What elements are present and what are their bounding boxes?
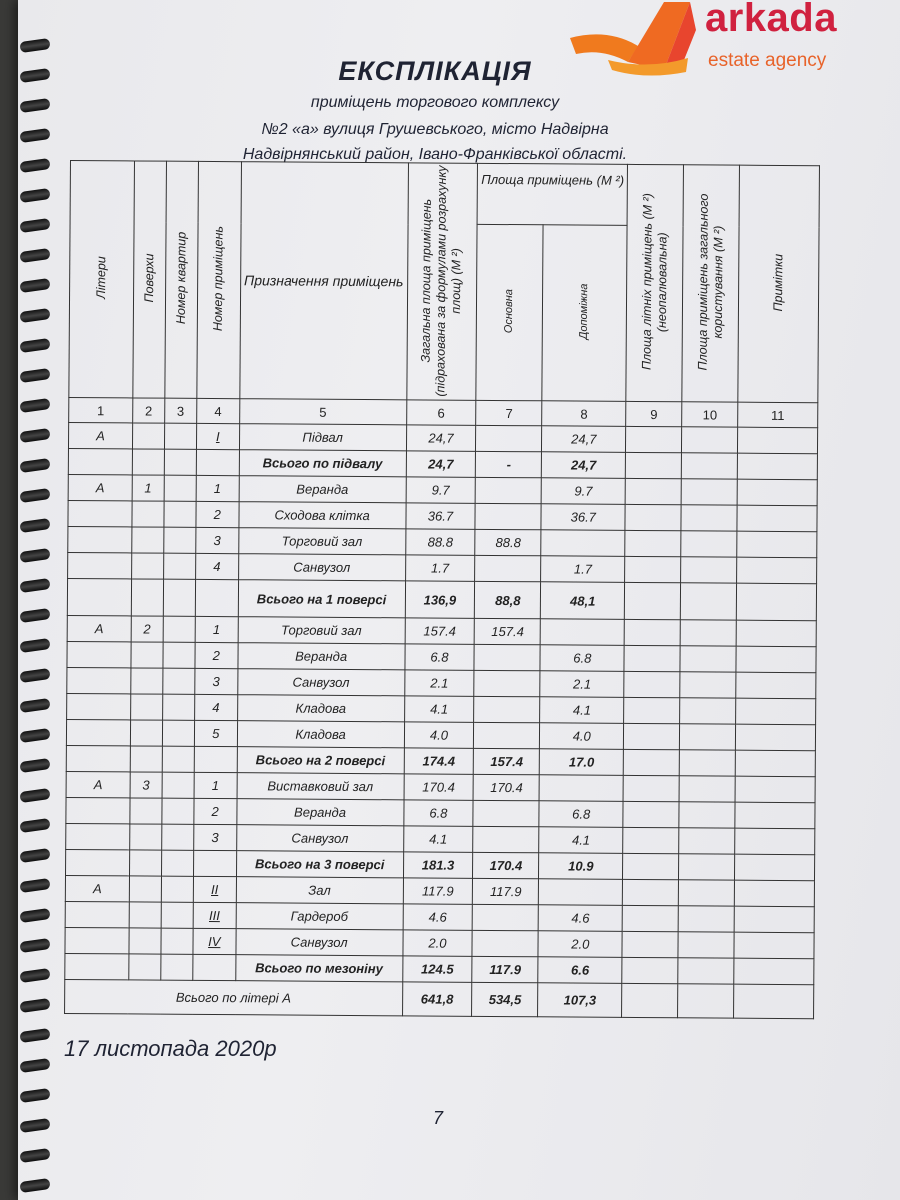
common-area-cell — [681, 531, 737, 557]
apartment-cell — [162, 824, 194, 850]
spiral-ring — [19, 878, 50, 893]
total-area-cell: 6.8 — [403, 800, 473, 826]
common-area-cell — [679, 776, 735, 802]
spiral-ring — [19, 938, 50, 953]
main-area-cell: 117.9 — [472, 956, 538, 982]
total-area-cell: 124.5 — [402, 956, 472, 982]
room-number-cell — [196, 449, 239, 475]
total-area-cell: 4.1 — [403, 826, 473, 852]
main-area-cell: 88.8 — [475, 529, 541, 555]
apartment-cell — [161, 876, 193, 902]
purpose-cell: Підвал — [239, 424, 406, 451]
main-area-cell — [475, 503, 541, 529]
purpose-cell: Кладова — [237, 695, 404, 722]
notes-cell — [735, 750, 815, 777]
letter-cell — [68, 500, 132, 526]
main-area-cell — [472, 930, 538, 956]
header-summer-area: Площа літніх приміщень (М ²) (неопалювальна) — [626, 164, 684, 401]
room-number-cell: 4 — [194, 694, 237, 720]
summer-area-cell — [624, 645, 680, 671]
aux-area-cell: 4.0 — [540, 723, 624, 750]
purpose-cell: Торговий зал — [238, 528, 405, 555]
apartment-cell — [161, 850, 193, 876]
summer-area-cell — [624, 697, 680, 723]
total-area-cell: 2.1 — [404, 670, 474, 696]
spiral-ring — [19, 728, 50, 743]
purpose-cell: Виставковий зал — [237, 773, 404, 800]
floor-cell — [131, 668, 163, 694]
spiral-ring — [19, 38, 50, 53]
floor-cell — [129, 850, 161, 876]
floor-cell — [131, 579, 163, 616]
total-area-cell: 174.4 — [404, 748, 474, 774]
total-area-cell: 181.3 — [403, 852, 473, 878]
notes-cell — [736, 646, 816, 673]
document-date: 17 листопада 2020р — [64, 1036, 277, 1061]
summer-area-cell — [624, 723, 680, 749]
aux-area-cell: 1.7 — [541, 556, 625, 583]
aux-area-cell: 2.1 — [540, 671, 624, 698]
common-area-cell — [679, 802, 735, 828]
floor-cell — [130, 720, 162, 746]
total-main: 534,5 — [472, 982, 538, 1016]
floor-cell — [131, 553, 163, 579]
spiral-ring — [19, 578, 50, 593]
apartment-cell — [162, 746, 194, 772]
purpose-cell: Санвузол — [236, 825, 403, 852]
room-number-cell: 1 — [194, 772, 237, 798]
room-number-cell — [195, 579, 238, 616]
common-area-cell — [678, 932, 734, 958]
room-number-cell: 2 — [195, 642, 238, 668]
summer-area-cell — [623, 775, 679, 801]
aux-area-cell: 4.1 — [539, 827, 623, 854]
floor-cell: 2 — [131, 616, 163, 642]
purpose-cell: Веранда — [239, 476, 406, 503]
room-number-cell: 4 — [195, 553, 238, 579]
common-area-cell — [679, 828, 735, 854]
main-area-cell: - — [476, 451, 542, 477]
common-area-cell — [680, 698, 736, 724]
notes-cell — [734, 880, 814, 907]
summer-area-cell — [622, 905, 678, 931]
letter-cell — [65, 901, 129, 927]
header-purpose: Призначення приміщень — [240, 162, 408, 400]
main-area-cell — [475, 555, 541, 581]
spiral-ring — [19, 248, 50, 263]
total-area-cell: 24,7 — [406, 451, 476, 477]
room-number-cell: III — [193, 902, 236, 928]
purpose-cell: Всього по мезоніну — [235, 955, 402, 982]
spiral-ring — [19, 848, 50, 863]
common-area-cell — [680, 620, 736, 646]
summer-area-cell — [625, 556, 681, 582]
spiral-ring — [19, 668, 50, 683]
common-area-cell — [679, 750, 735, 776]
summer-area-cell — [623, 853, 679, 879]
aux-area-cell — [539, 775, 623, 802]
floor-cell — [130, 824, 162, 850]
total-area-cell: 24,7 — [406, 425, 476, 451]
common-area-cell — [681, 453, 737, 479]
aux-area-cell: 24,7 — [542, 452, 626, 479]
spiral-ring — [19, 278, 50, 293]
apartment-cell — [161, 902, 193, 928]
table-row — [67, 578, 816, 620]
main-area-cell — [474, 696, 540, 722]
apartment-cell — [162, 694, 194, 720]
main-area-cell: 170.4 — [473, 774, 539, 800]
apartment-cell — [163, 668, 195, 694]
aux-area-cell: 6.8 — [540, 645, 624, 672]
summer-area-cell — [622, 931, 678, 957]
aux-area-cell: 4.6 — [538, 905, 622, 932]
apartment-cell — [164, 449, 196, 475]
common-area-cell — [678, 958, 734, 984]
room-number-cell: 2 — [194, 798, 237, 824]
header-room-number: Номер приміщень — [197, 161, 242, 398]
summer-area-cell — [625, 582, 681, 619]
spiral-ring — [19, 1148, 50, 1163]
notes-cell — [738, 427, 818, 454]
apartment-cell — [164, 527, 196, 553]
purpose-cell: Санвузол — [238, 554, 405, 581]
apartment-cell — [164, 475, 196, 501]
letter-cell: А — [65, 875, 129, 901]
floor-cell — [130, 694, 162, 720]
main-area-cell — [476, 425, 542, 451]
spiral-ring — [19, 788, 50, 803]
spiral-ring — [19, 1028, 50, 1043]
spiral-ring — [19, 338, 50, 353]
purpose-cell: Гардероб — [236, 903, 403, 930]
room-number-cell: 3 — [196, 527, 239, 553]
aux-area-cell: 6.8 — [539, 801, 623, 828]
notes-cell — [737, 479, 817, 506]
room-number-cell — [193, 850, 236, 876]
letter-cell — [65, 927, 129, 953]
total-area-cell: 4.1 — [404, 696, 474, 722]
logo-subtitle: estate agency — [708, 50, 827, 71]
spiral-ring — [19, 368, 50, 383]
apartment-cell — [164, 501, 196, 527]
room-number-cell: I — [196, 423, 239, 449]
aux-area-cell: 10.9 — [539, 853, 623, 880]
logo-name: arkada — [705, 0, 837, 40]
spiral-ring — [19, 218, 50, 233]
main-area-cell — [474, 722, 540, 748]
room-number-cell — [193, 954, 236, 980]
common-area-cell — [682, 427, 738, 453]
letter-cell: А — [68, 422, 132, 448]
room-number-cell: IV — [193, 928, 236, 954]
floor-cell: 1 — [132, 475, 164, 501]
common-area-cell — [679, 854, 735, 880]
apartment-cell — [164, 423, 196, 449]
header-main: Основна — [476, 224, 543, 400]
common-area-cell — [678, 880, 734, 906]
total-area-cell: 36.7 — [405, 503, 475, 529]
room-number-cell: 1 — [195, 616, 238, 642]
room-number-cell: II — [193, 876, 236, 902]
summer-area-cell — [623, 749, 679, 775]
aux-area-cell: 4.1 — [540, 697, 624, 724]
notes-cell — [737, 531, 817, 558]
spiral-ring — [19, 488, 50, 503]
main-area-cell: 88,8 — [475, 581, 541, 618]
apartment-cell — [162, 720, 194, 746]
floor-cell — [132, 501, 164, 527]
spiral-ring — [19, 1058, 50, 1073]
summer-area-cell — [626, 426, 682, 452]
aux-area-cell — [541, 530, 625, 557]
summer-area-cell — [623, 801, 679, 827]
spiral-ring — [19, 1178, 50, 1193]
notes-cell — [734, 958, 814, 985]
notes-cell — [735, 854, 815, 881]
main-area-cell — [473, 826, 539, 852]
header-notes: Примітки — [738, 165, 820, 403]
header-floors: Поверхи — [133, 161, 167, 398]
summer-area-cell — [625, 478, 681, 504]
purpose-cell: Сходова клітка — [239, 502, 406, 529]
notes-cell — [736, 583, 816, 621]
total-area-cell: 6.8 — [404, 644, 474, 670]
spiral-ring — [19, 818, 50, 833]
summer-area-cell — [623, 827, 679, 853]
aux-area-cell: 48,1 — [541, 582, 625, 620]
spiral-ring — [19, 968, 50, 983]
apartment-cell — [161, 954, 193, 980]
purpose-cell: Санвузол — [236, 929, 403, 956]
header-letters: Літери — [69, 161, 135, 398]
letter-cell — [65, 953, 129, 979]
spiral-ring — [19, 908, 50, 923]
apartment-cell — [161, 928, 193, 954]
spiral-ring — [19, 428, 50, 443]
binding-spiral — [18, 0, 58, 1200]
header-common-area: Площа приміщень загального користування (М ²) — [682, 165, 740, 402]
common-area-cell — [680, 646, 736, 672]
letter-cell — [66, 745, 130, 771]
purpose-cell: Санвузол — [237, 669, 404, 696]
apartment-cell — [163, 553, 195, 579]
notes-cell — [734, 906, 814, 933]
summer-area-cell — [623, 879, 679, 905]
apartment-cell — [163, 579, 195, 616]
subtitle-line-2: №2 «а» вулиця Грушевського, місто Надвірна — [261, 121, 609, 138]
explication-table — [64, 160, 820, 1019]
room-number-cell: 1 — [196, 475, 239, 501]
purpose-cell: Всього на 2 поверсі — [237, 747, 404, 774]
common-area-cell — [681, 505, 737, 531]
aux-area-cell: 9.7 — [541, 478, 625, 505]
aux-area-cell: 24,7 — [542, 426, 626, 453]
total-area-cell: 157.4 — [405, 618, 475, 644]
letter-cell: А — [68, 474, 132, 500]
spiral-ring — [19, 608, 50, 623]
room-number-cell — [194, 746, 237, 772]
main-area-cell: 117.9 — [473, 878, 539, 904]
room-number-cell: 5 — [194, 720, 237, 746]
main-area-cell — [476, 477, 542, 503]
letter-cell — [66, 823, 130, 849]
spiral-ring — [19, 1118, 50, 1133]
spiral-ring — [19, 308, 50, 323]
letter-cell — [67, 667, 131, 693]
letter-cell — [66, 797, 130, 823]
header-auxiliary: Допоміжна — [542, 225, 627, 402]
summer-area-cell — [624, 671, 680, 697]
notes-cell — [734, 932, 814, 959]
spiral-ring — [19, 638, 50, 653]
total-area-cell: 4.0 — [404, 722, 474, 748]
floor-cell — [132, 527, 164, 553]
main-area-cell — [473, 800, 539, 826]
aux-area-cell: 2.0 — [538, 931, 622, 958]
total-area-cell: 170.4 — [404, 774, 474, 800]
common-area-cell — [680, 672, 736, 698]
letter-cell — [66, 719, 130, 745]
purpose-cell: Кладова — [237, 721, 404, 748]
header-apartment-number: Номер квартир — [165, 161, 199, 398]
notes-cell — [737, 557, 817, 584]
summer-area-cell — [622, 957, 678, 983]
common-area-cell — [680, 724, 736, 750]
summer-area-cell — [624, 619, 680, 645]
total-aux: 107,3 — [538, 983, 622, 1018]
total-area-cell: 88.8 — [405, 529, 475, 555]
purpose-cell: Всього на 1 поверсі — [238, 580, 405, 618]
total-area: 641,8 — [402, 982, 472, 1016]
main-area-cell — [473, 904, 539, 930]
total-area-cell: 1.7 — [405, 555, 475, 581]
subtitle-line-3: Надвірнянський район, Івано-Франківської області. — [242, 146, 628, 163]
apartment-cell — [163, 642, 195, 668]
floor-cell — [131, 642, 163, 668]
notes-cell — [736, 698, 816, 725]
floor-cell — [129, 928, 161, 954]
column-numbers-row: 1 2 3 4 5 6 7 8 9 10 11 — [69, 397, 818, 427]
notes-cell — [735, 724, 815, 751]
total-area-cell: 9.7 — [406, 477, 476, 503]
apartment-cell — [162, 772, 194, 798]
notes-cell — [737, 453, 817, 480]
spiral-ring — [19, 458, 50, 473]
letter-cell — [68, 526, 132, 552]
floor-cell — [129, 954, 161, 980]
aux-area-cell: 6.6 — [538, 957, 622, 984]
room-number-cell: 3 — [195, 668, 238, 694]
notes-cell — [735, 776, 815, 803]
letter-cell — [66, 849, 130, 875]
spiral-ring — [19, 1088, 50, 1103]
notes-cell — [736, 620, 816, 647]
document-title: ЕКСПЛІКАЦІЯ — [338, 56, 532, 86]
letter-cell — [68, 448, 132, 474]
header-room-area: Площа приміщень (М ²) — [477, 163, 627, 225]
notes-cell — [736, 672, 816, 699]
main-area-cell: 170.4 — [473, 852, 539, 878]
main-area-cell: 157.4 — [475, 618, 541, 644]
summer-area-cell — [625, 504, 681, 530]
total-area-cell: 117.9 — [403, 878, 473, 904]
spiral-ring — [19, 518, 50, 533]
letter-cell — [67, 641, 131, 667]
floor-cell — [130, 798, 162, 824]
subtitle-line-1: приміщень торгового комплексу — [310, 94, 560, 111]
total-area-cell: 136,9 — [405, 581, 475, 618]
aux-area-cell: 36.7 — [541, 504, 625, 531]
purpose-cell: Веранда — [238, 643, 405, 670]
apartment-cell — [162, 798, 194, 824]
purpose-cell: Веранда — [237, 799, 404, 826]
notes-cell — [735, 802, 815, 829]
total-label: Всього по літері А — [65, 979, 403, 1015]
summer-area-cell — [625, 530, 681, 556]
letter-cell — [67, 578, 131, 615]
total-row — [65, 979, 814, 1018]
spiral-ring — [19, 758, 50, 773]
room-number-cell: 3 — [193, 824, 236, 850]
main-area-cell: 157.4 — [474, 748, 540, 774]
floor-cell — [130, 746, 162, 772]
apartment-cell — [163, 616, 195, 642]
purpose-cell: Торговий зал — [238, 617, 405, 644]
total-area-cell: 2.0 — [402, 930, 472, 956]
spiral-ring — [19, 398, 50, 413]
aux-area-cell — [539, 879, 623, 906]
common-area-cell — [678, 906, 734, 932]
main-area-cell — [474, 670, 540, 696]
main-area-cell — [474, 644, 540, 670]
purpose-cell: Всього по підвалу — [239, 450, 406, 477]
page-number: 7 — [433, 1108, 444, 1128]
aux-area-cell — [540, 619, 624, 646]
letter-cell: А — [67, 615, 131, 641]
summer-area-cell — [626, 452, 682, 478]
letter-cell: А — [66, 771, 130, 797]
floor-cell — [132, 449, 164, 475]
spiral-ring — [19, 548, 50, 563]
spiral-ring — [19, 188, 50, 203]
spiral-ring — [19, 998, 50, 1013]
total-area-cell: 4.6 — [403, 904, 473, 930]
purpose-cell: Всього на 3 поверсі — [236, 851, 403, 878]
common-area-cell — [680, 583, 736, 620]
letter-cell — [67, 693, 131, 719]
floor-cell — [129, 876, 161, 902]
letter-cell — [68, 552, 132, 578]
aux-area-cell: 17.0 — [540, 749, 624, 776]
notes-cell — [737, 505, 817, 532]
common-area-cell — [681, 557, 737, 583]
floor-cell — [132, 423, 164, 449]
header-total-area: Загальна площа приміщень (підрахована за формулами розрахунку площ) (М ²) — [406, 163, 478, 400]
spiral-ring — [19, 698, 50, 713]
purpose-cell: Зал — [236, 877, 403, 904]
notes-cell — [735, 828, 815, 855]
floor-cell — [129, 902, 161, 928]
room-number-cell: 2 — [196, 501, 239, 527]
common-area-cell — [681, 479, 737, 505]
floor-cell: 3 — [130, 772, 162, 798]
